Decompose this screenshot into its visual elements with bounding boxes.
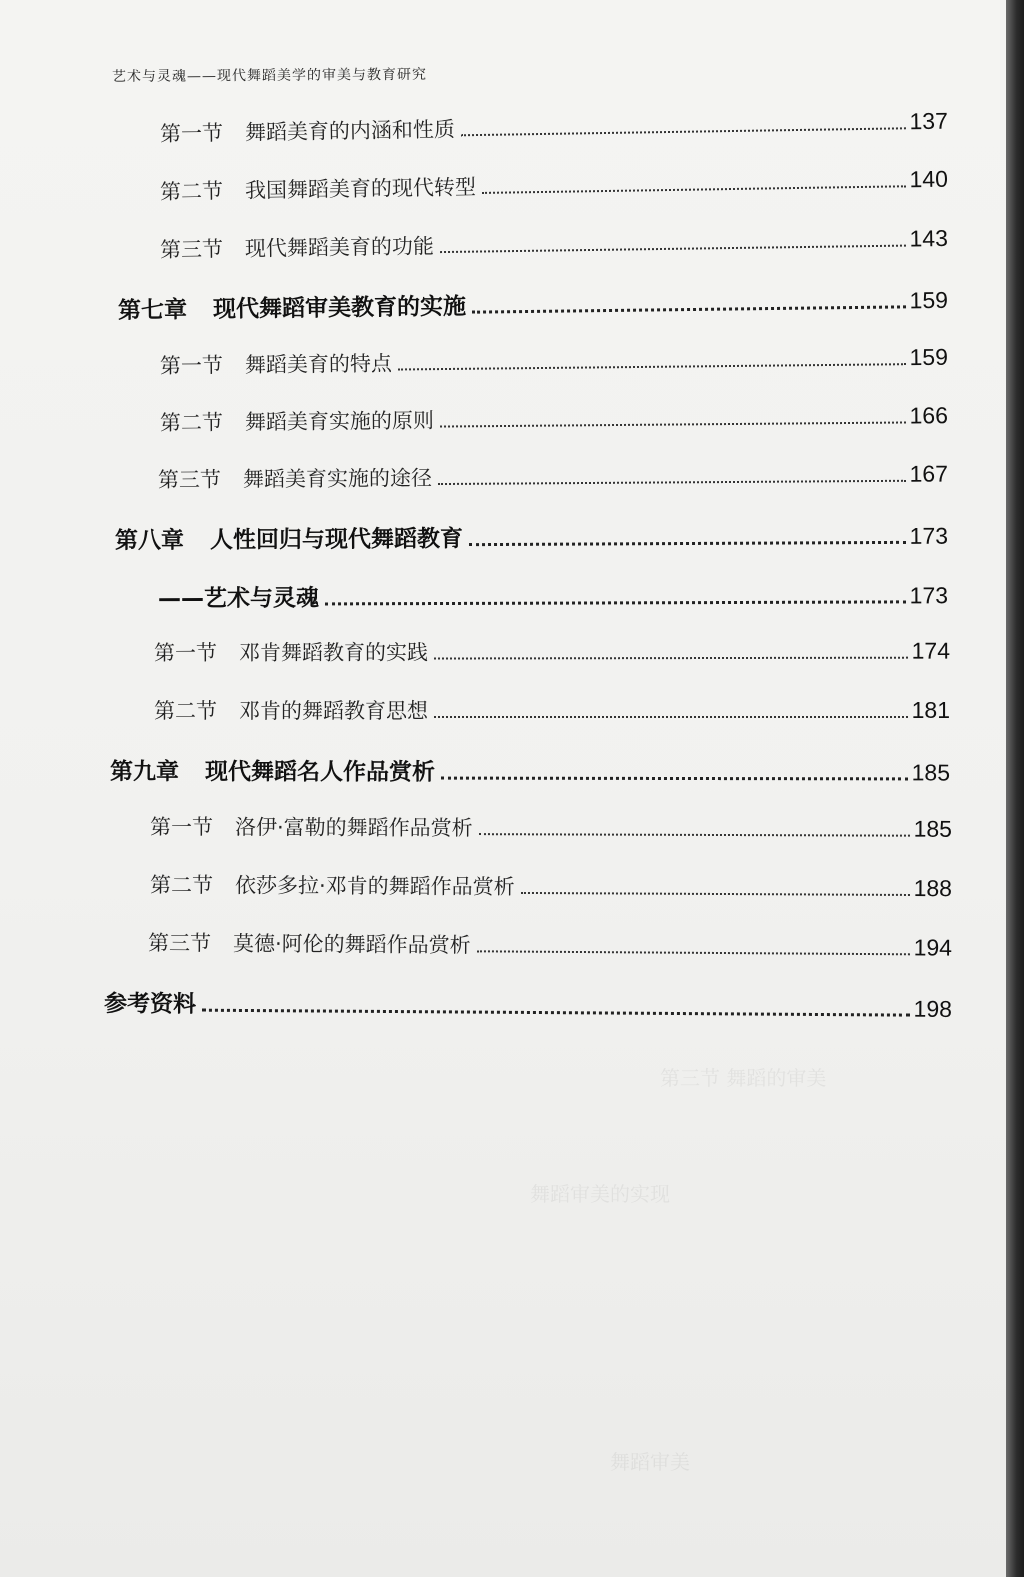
dot-leader: [521, 892, 910, 896]
entry-title: 舞蹈美育实施的途径: [242, 466, 433, 492]
toc-entry-label: [118, 288, 466, 325]
dot-leader: [469, 541, 906, 546]
entry-title: 参考资料: [103, 991, 197, 1018]
toc-section-entry: [154, 695, 950, 731]
page-number: 173: [909, 522, 949, 549]
page-number: 143: [909, 224, 949, 252]
dot-leader: [441, 777, 908, 781]
toc-entry-label: [160, 171, 476, 206]
toc-section-entry: [150, 811, 952, 850]
toc-chapter-entry: [104, 985, 952, 1027]
section-number: 第二节: [159, 179, 224, 204]
entry-title: 舞蹈美育的内涵和性质: [244, 117, 456, 145]
page-number: 185: [911, 759, 951, 786]
page-edge-shadow: [1006, 0, 1024, 1577]
toc-entry-label: [104, 985, 196, 1019]
entry-title: 现代舞蹈名人作品赏析: [204, 759, 436, 786]
page-number: 137: [909, 107, 949, 135]
toc-section-entry: [150, 869, 952, 909]
toc-section-entry: [148, 927, 952, 969]
section-number: 第二节: [149, 873, 214, 898]
page-number: 174: [911, 637, 951, 664]
toc-chapter-entry: [115, 518, 948, 558]
toc-entry-label: [150, 811, 473, 842]
dot-leader: [434, 716, 908, 718]
toc-entry-label: [160, 113, 455, 148]
toc-entry-label: [158, 579, 319, 613]
toc-entry-label: [160, 405, 434, 437]
dot-leader: [438, 480, 906, 485]
page-number: 181: [911, 697, 950, 723]
dot-leader: [202, 1009, 910, 1017]
dot-leader: [440, 421, 906, 427]
toc-chapter-entry: [110, 753, 950, 790]
toc-section-entry: [160, 342, 948, 386]
page-number: 140: [909, 165, 949, 193]
section-number: 第三节: [157, 467, 222, 492]
section-number: 第一节: [149, 815, 214, 840]
entry-title: 邓肯舞蹈教育的实践: [238, 640, 429, 665]
chapter-number: 第八章: [114, 527, 185, 554]
toc-chapter-entry: [118, 282, 948, 328]
dot-leader: [434, 657, 908, 660]
chapter-number: 第七章: [117, 297, 188, 324]
dot-leader: [477, 950, 910, 955]
page-number: 159: [909, 343, 949, 371]
page-number: 194: [913, 934, 953, 961]
page-number: 173: [909, 582, 949, 609]
entry-title: ——艺术与灵魂: [157, 585, 320, 612]
page-number: 188: [913, 874, 953, 902]
toc-section-entry: [160, 164, 948, 212]
entry-title: 现代舞蹈美育的功能: [244, 234, 435, 261]
entry-title: 依莎多拉·邓肯的舞蹈作品赏析: [234, 873, 515, 899]
toc-section-entry: [158, 458, 948, 500]
page-number: 167: [909, 460, 949, 487]
section-number: 第一节: [159, 353, 224, 378]
dot-leader: [325, 600, 906, 605]
section-number: 第三节: [159, 237, 224, 262]
toc-section-entry: [160, 400, 948, 443]
toc-entry-label: [115, 520, 463, 555]
section-number: 第二节: [154, 699, 217, 723]
dot-leader: [482, 185, 906, 194]
chapter-number: 第九章: [109, 759, 180, 786]
section-number: 第一节: [153, 640, 218, 665]
entry-title: 莫德·阿伦的舞蹈作品赏析: [232, 931, 471, 958]
dot-leader: [479, 833, 910, 837]
page-number: 185: [913, 815, 953, 842]
toc-section-entry: [160, 223, 948, 270]
section-number: 第三节: [147, 931, 212, 956]
entry-title: 现代舞蹈审美教育的实施: [212, 293, 467, 323]
dot-leader: [440, 245, 906, 254]
toc-entry-label: [160, 348, 392, 380]
page-number: 198: [913, 995, 953, 1022]
section-number: 第一节: [159, 121, 224, 146]
entry-title: 舞蹈美育的特点: [244, 351, 393, 378]
page-number: 159: [909, 286, 949, 314]
toc-entry-label: [154, 695, 428, 725]
toc-entry-label: [154, 637, 428, 667]
toc-section-entry: [160, 106, 948, 154]
book-page: 艺术与灵魂——现代舞蹈美学的审美与教育研究 第三节 舞蹈的审美 舞蹈审美的实现 舞蹈审美 第一节 舞蹈美育的内涵和性质 137 第二节 我国舞蹈美育的现代转型 140 第三节 现代舞蹈美育的功能 143 第七章 现代舞蹈审美教育的实施 159 第一节 舞蹈美育的特点 159 第二节 舞蹈美育实施的原则 166 第三节 舞蹈美育实施的途径 167 第八章 人性回归与现代舞蹈教育 173 ——艺术与灵魂 173 第一节 邓肯舞蹈教育的实践 174 第二节 邓肯的舞蹈教育思想 181 第九章 现代舞蹈名人作品赏析 185 第一节 洛伊·富勒的舞蹈作品赏析 185 第二节 依莎多拉·邓肯的舞蹈作品赏析 188 第三节 莫德·阿伦的舞蹈作品赏析 194 参考资料 198: [0, 0, 1006, 1577]
entry-title: 洛伊·富勒的舞蹈作品赏析: [234, 815, 473, 841]
dot-leader: [398, 363, 906, 370]
entry-title: 我国舞蹈美育的现代转型: [244, 175, 477, 203]
entry-title: 邓肯的舞蹈教育思想: [239, 699, 428, 723]
dot-leader: [461, 127, 906, 136]
running-head: 艺术与灵魂——现代舞蹈美学的审美与教育研究: [111, 66, 428, 85]
toc-entry-label: [150, 869, 515, 901]
toc-entry-label: [148, 927, 471, 959]
toc-entry-label: [158, 462, 432, 494]
toc-entry-label: [160, 230, 434, 264]
toc-entry-label: [110, 753, 435, 787]
page-number: 166: [909, 402, 949, 429]
entry-title: 舞蹈美育实施的原则: [244, 408, 435, 435]
section-number: 第二节: [159, 410, 224, 435]
toc-section-entry: [154, 636, 950, 673]
toc-chapter-entry: [158, 577, 948, 616]
dot-leader: [472, 305, 906, 313]
entry-title: 人性回归与现代舞蹈教育: [209, 526, 464, 554]
